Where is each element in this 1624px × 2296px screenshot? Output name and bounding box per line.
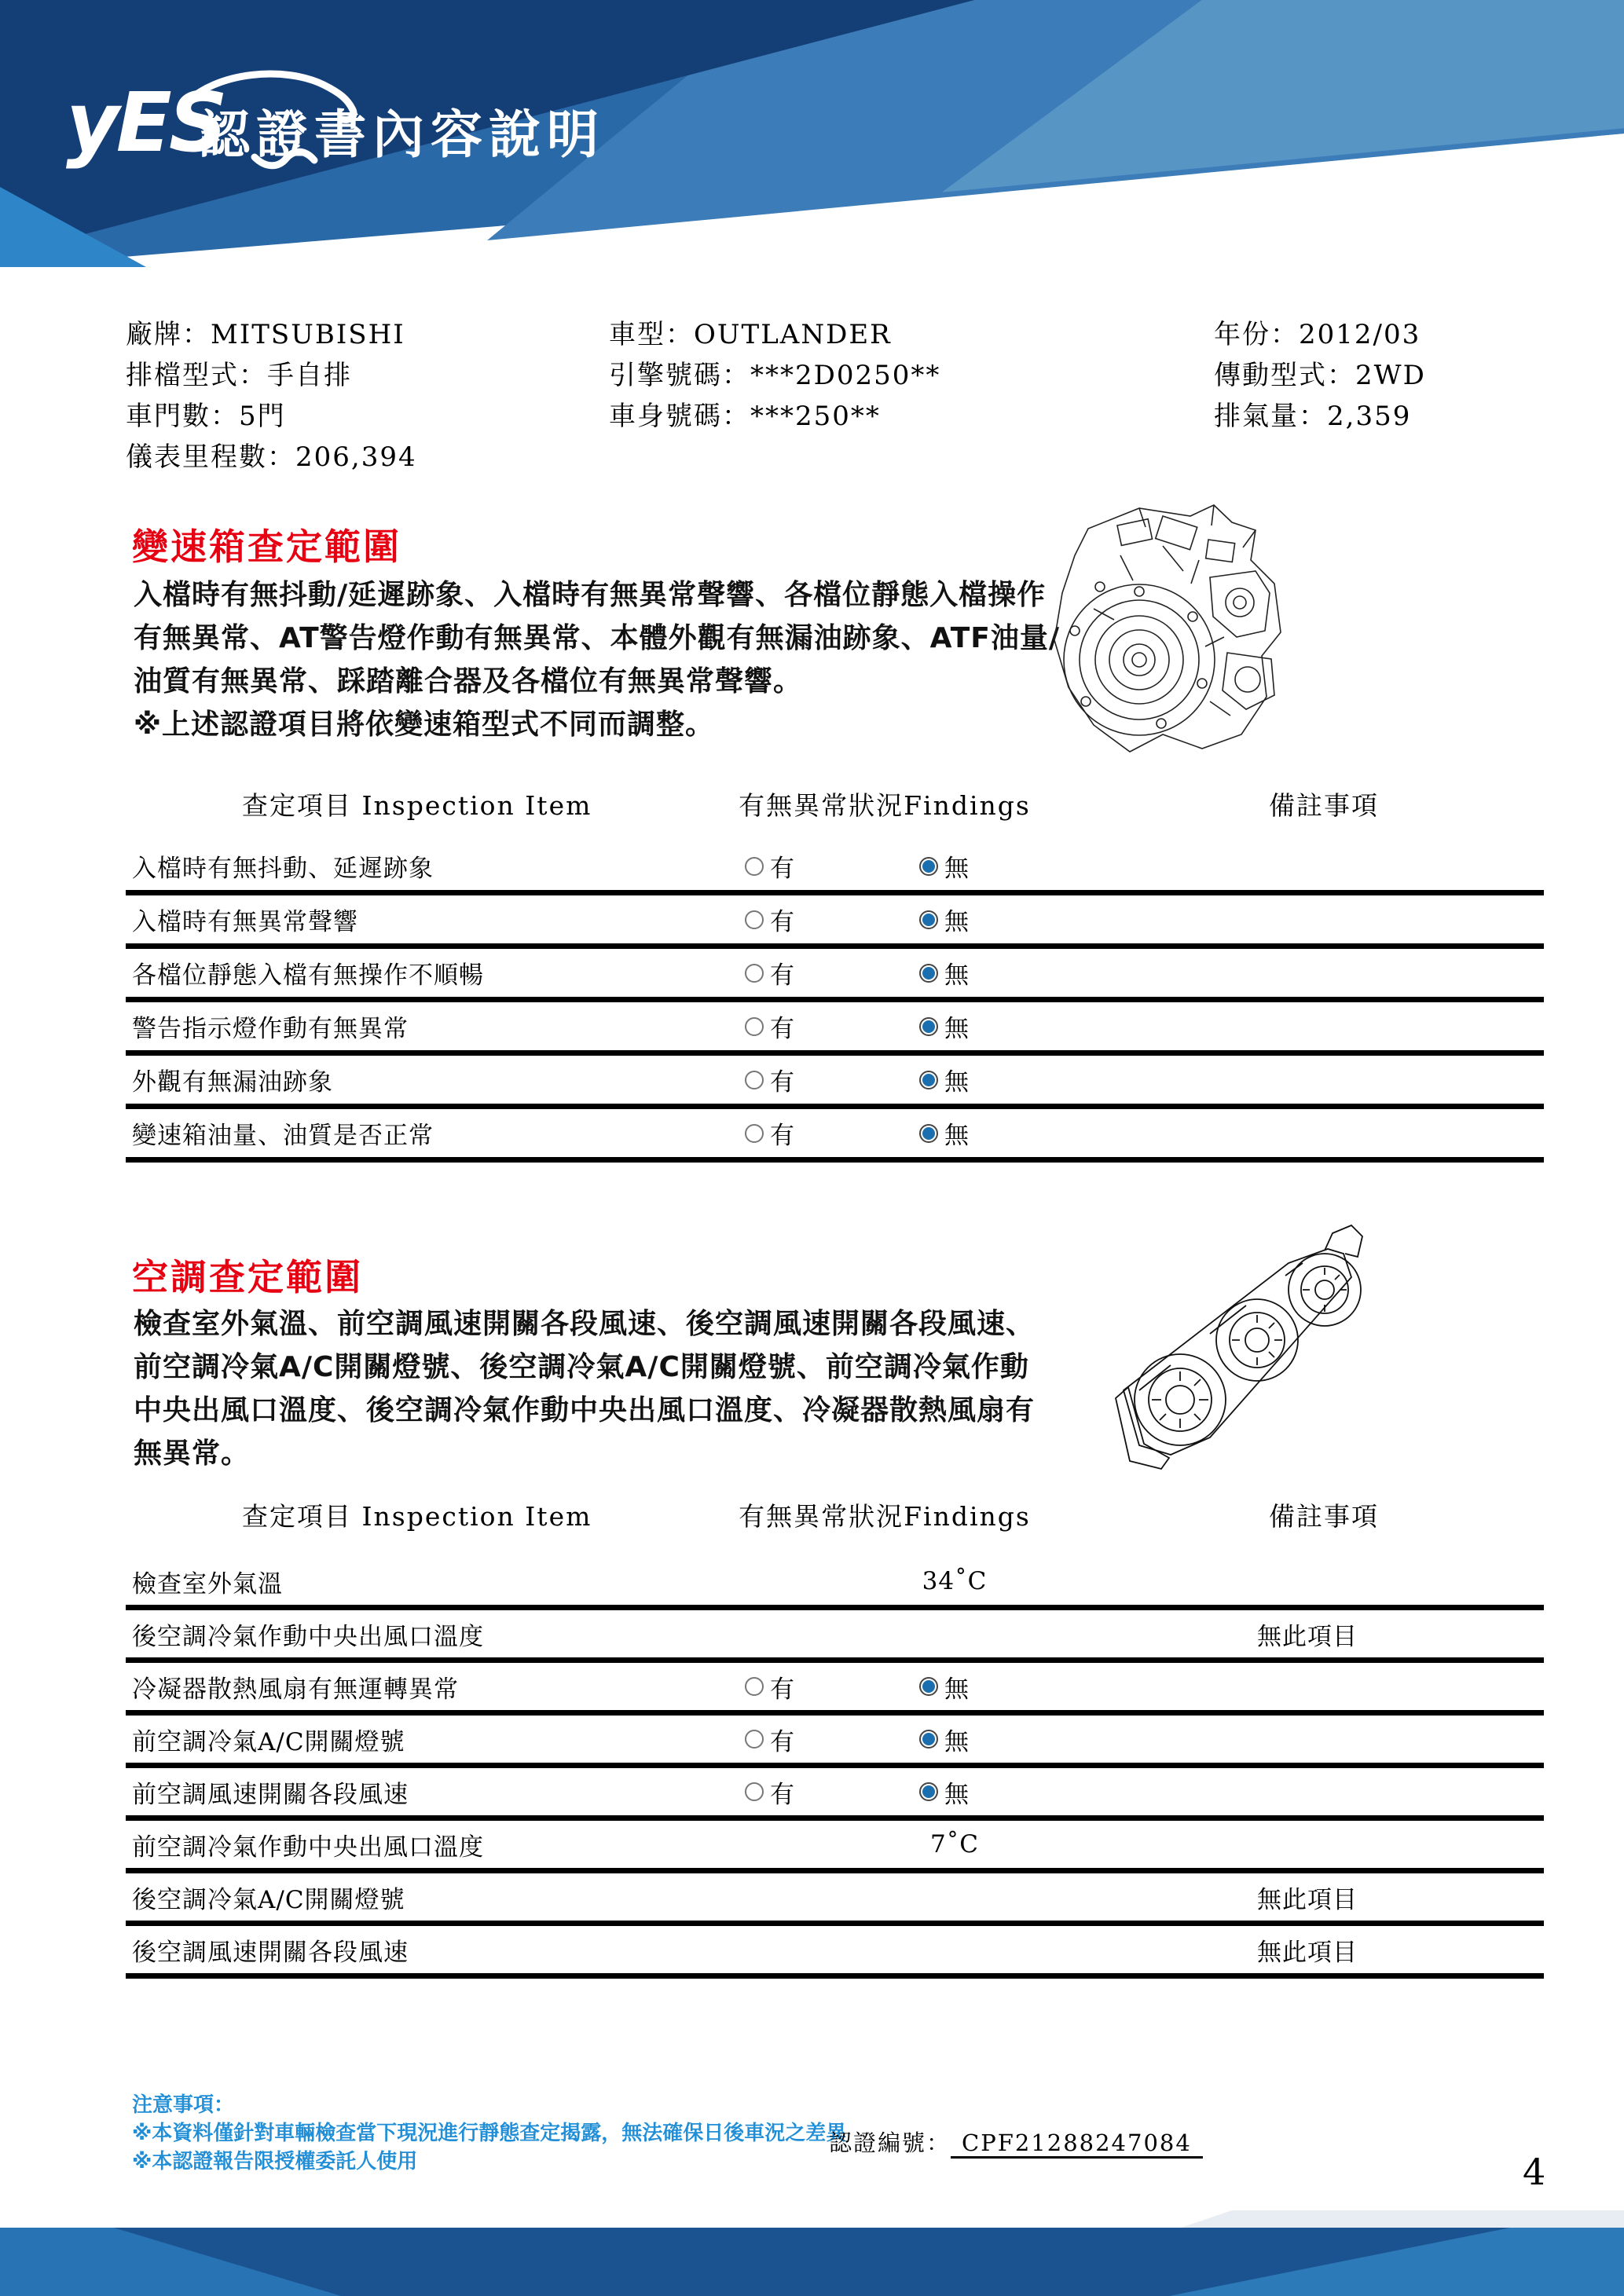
- inspection-item-label: 外觀有無漏油跡象: [132, 1068, 333, 1097]
- table-body: [126, 842, 1544, 1163]
- finding-value: 7˚C: [930, 1830, 979, 1858]
- info-model: [609, 314, 940, 355]
- radio-no-circle-selected[interactable]: [919, 1782, 938, 1801]
- radio-no-circle-selected[interactable]: [919, 1677, 938, 1696]
- radio-yes-circle[interactable]: [745, 1782, 764, 1801]
- table-body: [126, 1558, 1544, 1979]
- description-line: ※上述認證項目將依變速箱型式不同而調整。: [134, 709, 714, 741]
- radio-yes-label: 有: [770, 908, 795, 936]
- ac-panel-illustration: [1092, 1202, 1399, 1485]
- info-drive-type: [1214, 355, 1426, 396]
- table-row: [126, 1056, 1544, 1109]
- radio-no-circle-selected[interactable]: [919, 1124, 938, 1143]
- radio-yes-label: 有: [770, 961, 795, 990]
- radio-yes-label: 有: [770, 855, 795, 883]
- table-row: [126, 949, 1544, 1002]
- info-brand: [126, 314, 417, 355]
- radio-option-yes[interactable]: [745, 895, 795, 943]
- info-value: 手自排: [267, 360, 352, 391]
- remark-text: 無此項目: [1257, 1622, 1358, 1651]
- inspection-item-label: 入檔時有無異常聲響: [132, 908, 358, 936]
- inspection-item-label: 警告指示燈作動有無異常: [132, 1015, 409, 1043]
- inspection-item-label: 入檔時有無抖動、延遲跡象: [132, 855, 434, 883]
- radio-yes-circle[interactable]: [745, 1124, 764, 1143]
- column-header-remarks: 備註事項: [1269, 1501, 1379, 1532]
- description-line: 有無異常、AT警告燈作動有無異常、本體外觀有無漏油跡象、ATF油量/: [134, 622, 1060, 654]
- certificate-number-line: [829, 2126, 1203, 2158]
- description-line: 油質有無異常、踩踏離合器及各檔位有無異常聲響。: [134, 665, 803, 698]
- radio-no-label: 無: [944, 908, 970, 936]
- info-gearbox-type: [126, 355, 417, 396]
- info-label: 排檔型式：: [126, 360, 267, 391]
- radio-no-circle-selected[interactable]: [919, 1071, 938, 1089]
- info-label: 車身號碼：: [609, 401, 750, 432]
- inspection-item-label: 後空調冷氣A/C開關燈號: [132, 1885, 405, 1914]
- radio-no-label: 無: [944, 1068, 970, 1097]
- radio-yes-label: 有: [770, 1675, 795, 1704]
- radio-option-no[interactable]: [919, 842, 970, 890]
- info-label: 年份：: [1214, 319, 1299, 350]
- radio-yes-label: 有: [770, 1122, 795, 1150]
- page-title: 認證書內容說明: [198, 104, 605, 165]
- table-row: [126, 1109, 1544, 1163]
- section-description-transmission: [134, 573, 1139, 746]
- table-row: [126, 1716, 1544, 1768]
- radio-yes-circle[interactable]: [745, 1730, 764, 1749]
- radio-option-yes[interactable]: [745, 1109, 795, 1157]
- radio-no-circle-selected[interactable]: [919, 1017, 938, 1036]
- radio-yes-label: 有: [770, 1727, 795, 1756]
- info-value: ***2D0250**: [750, 360, 941, 391]
- info-label: 車門數：: [126, 401, 239, 432]
- description-line: 中央出風口溫度、後空調冷氣作動中央出風口溫度、冷凝器散熱風扇有: [134, 1394, 1036, 1426]
- note-line: ※本認證報告限授權委託人使用: [132, 2150, 418, 2173]
- info-label: 車型：: [609, 319, 694, 350]
- inspection-item-label: 檢查室外氣溫: [132, 1569, 283, 1598]
- table-row: [126, 1558, 1544, 1610]
- info-value: 5門: [239, 401, 286, 432]
- info-engine-number: [609, 355, 940, 396]
- radio-no-label: 無: [944, 855, 970, 883]
- radio-option-yes[interactable]: [745, 1716, 795, 1763]
- finding-value: 34˚C: [922, 1567, 988, 1595]
- radio-no-label: 無: [944, 1015, 970, 1043]
- aircon-inspection-table: [126, 1496, 1544, 1979]
- inspection-item-label: 前空調風速開關各段風速: [132, 1780, 409, 1809]
- certificate-number-label: 認證編號：: [829, 2129, 951, 2156]
- transmission-illustration: [1045, 499, 1304, 762]
- radio-yes-circle[interactable]: [745, 910, 764, 929]
- column-header-item: 查定項目 Inspection Item: [242, 1501, 592, 1532]
- info-odometer: [126, 437, 417, 478]
- info-value: 2,359: [1327, 401, 1412, 432]
- radio-no-label: 無: [944, 961, 970, 990]
- column-header-findings: 有無異常狀況Findings: [739, 1501, 1031, 1532]
- radio-no-circle-selected[interactable]: [919, 857, 938, 876]
- inspection-item-label: 變速箱油量、油質是否正常: [132, 1122, 434, 1150]
- info-doors: [126, 396, 417, 437]
- radio-no-label: 無: [944, 1780, 970, 1809]
- footer-notes: [132, 2091, 846, 2176]
- note-line: ※本資料僅針對車輛檢查當下現況進行靜態查定揭露，無法確保日後車況之差異: [132, 2122, 847, 2145]
- radio-yes-circle[interactable]: [745, 1677, 764, 1696]
- table-row: [126, 842, 1544, 895]
- table-header-row: [126, 1496, 1544, 1534]
- inspection-item-label: 冷凝器散熱風扇有無運轉異常: [132, 1675, 459, 1704]
- radio-option-yes[interactable]: [745, 1056, 795, 1104]
- radio-no-label: 無: [944, 1675, 970, 1704]
- page-number: 4: [1523, 2151, 1546, 2193]
- radio-option-no[interactable]: [919, 1663, 970, 1710]
- info-body-number: [609, 396, 940, 437]
- description-line: 無異常。: [134, 1437, 251, 1470]
- radio-option-yes[interactable]: [745, 949, 795, 997]
- radio-option-no[interactable]: [919, 1768, 970, 1815]
- table-header-row: [126, 785, 1544, 823]
- radio-no-circle-selected[interactable]: [919, 1730, 938, 1749]
- table-row: [126, 1768, 1544, 1821]
- info-value: 206,394: [295, 441, 417, 473]
- radio-yes-circle[interactable]: [745, 1017, 764, 1036]
- radio-option-yes[interactable]: [745, 1663, 795, 1710]
- certificate-number-value: CPF21288247084: [951, 2129, 1203, 2159]
- radio-option-no[interactable]: [919, 1056, 970, 1104]
- radio-no-label: 無: [944, 1727, 970, 1756]
- info-value: 2012/03: [1299, 319, 1421, 350]
- radio-option-yes[interactable]: [745, 1768, 795, 1815]
- radio-yes-circle[interactable]: [745, 964, 764, 983]
- table-row: [126, 895, 1544, 949]
- radio-option-no[interactable]: [919, 1716, 970, 1763]
- table-row: [126, 1610, 1544, 1663]
- radio-no-circle-selected[interactable]: [919, 964, 938, 983]
- info-label: 儀表里程數：: [126, 441, 295, 473]
- inspection-item-label: 後空調風速開關各段風速: [132, 1938, 409, 1967]
- notes-title: 注意事項：: [132, 2093, 235, 2117]
- radio-option-no[interactable]: [919, 895, 970, 943]
- radio-option-no[interactable]: [919, 1002, 970, 1050]
- info-label: 廠牌：: [126, 319, 211, 350]
- remark-text: 無此項目: [1257, 1885, 1358, 1914]
- inspection-item-label: 前空調冷氣A/C開關燈號: [132, 1727, 405, 1756]
- radio-option-no[interactable]: [919, 949, 970, 997]
- page-footer-banner: [0, 2228, 1624, 2296]
- info-value: OUTLANDER: [694, 319, 892, 350]
- radio-yes-label: 有: [770, 1068, 795, 1097]
- info-label: 引擎號碼：: [609, 360, 750, 391]
- vehicle-info-column-3: [1214, 314, 1426, 437]
- radio-option-yes[interactable]: [745, 842, 795, 890]
- info-label: 傳動型式：: [1214, 360, 1355, 391]
- info-value: ***250**: [750, 401, 881, 432]
- radio-yes-label: 有: [770, 1015, 795, 1043]
- table-row: [126, 1926, 1544, 1979]
- radio-no-label: 無: [944, 1122, 970, 1150]
- table-row: [126, 1873, 1544, 1926]
- radio-yes-circle[interactable]: [745, 857, 764, 876]
- inspection-item-label: 後空調冷氣作動中央出風口溫度: [132, 1622, 484, 1651]
- radio-yes-label: 有: [770, 1780, 795, 1809]
- radio-option-yes[interactable]: [745, 1002, 795, 1050]
- vehicle-info-column-1: [126, 314, 417, 478]
- table-row: [126, 1663, 1544, 1716]
- table-row: [126, 1821, 1544, 1873]
- inspection-item-label: 前空調冷氣作動中央出風口溫度: [132, 1833, 484, 1862]
- page-header-banner: [0, 0, 1624, 267]
- column-header-item: 查定項目 Inspection Item: [242, 790, 592, 821]
- footer-gray-sliver: [1179, 2210, 1624, 2228]
- transmission-inspection-table: [126, 785, 1544, 1163]
- info-value: 2WD: [1355, 360, 1426, 391]
- radio-option-no[interactable]: [919, 1109, 970, 1157]
- inspection-item-label: 各檔位靜態入檔有無操作不順暢: [132, 961, 484, 990]
- column-header-remarks: 備註事項: [1269, 790, 1379, 821]
- column-header-findings: 有無異常狀況Findings: [739, 790, 1031, 821]
- radio-no-circle-selected[interactable]: [919, 910, 938, 929]
- description-line: 前空調冷氣A/C開關燈號、後空調冷氣A/C開關燈號、前空調冷氣作動: [134, 1351, 1029, 1383]
- remark-text: 無此項目: [1257, 1938, 1358, 1967]
- info-displacement: [1214, 396, 1426, 437]
- section-description-aircon: [134, 1302, 1139, 1475]
- description-line: 入檔時有無抖動/延遲跡象、入檔時有無異常聲響、各檔位靜態入檔操作: [134, 579, 1047, 611]
- section-title-transmission: 變速箱查定範圍: [132, 525, 401, 568]
- info-label: 排氣量：: [1214, 401, 1327, 432]
- section-title-aircon: 空調查定範圍: [132, 1256, 363, 1298]
- radio-yes-circle[interactable]: [745, 1071, 764, 1089]
- description-line: 檢查室外氣溫、前空調風速開關各段風速、後空調風速開關各段風速、: [134, 1308, 1036, 1340]
- info-year: [1214, 314, 1426, 355]
- table-row: [126, 1002, 1544, 1056]
- info-value: MITSUBISHI: [211, 319, 405, 350]
- yes-logo-text: yES: [66, 75, 225, 170]
- vehicle-info-column-2: [609, 314, 940, 437]
